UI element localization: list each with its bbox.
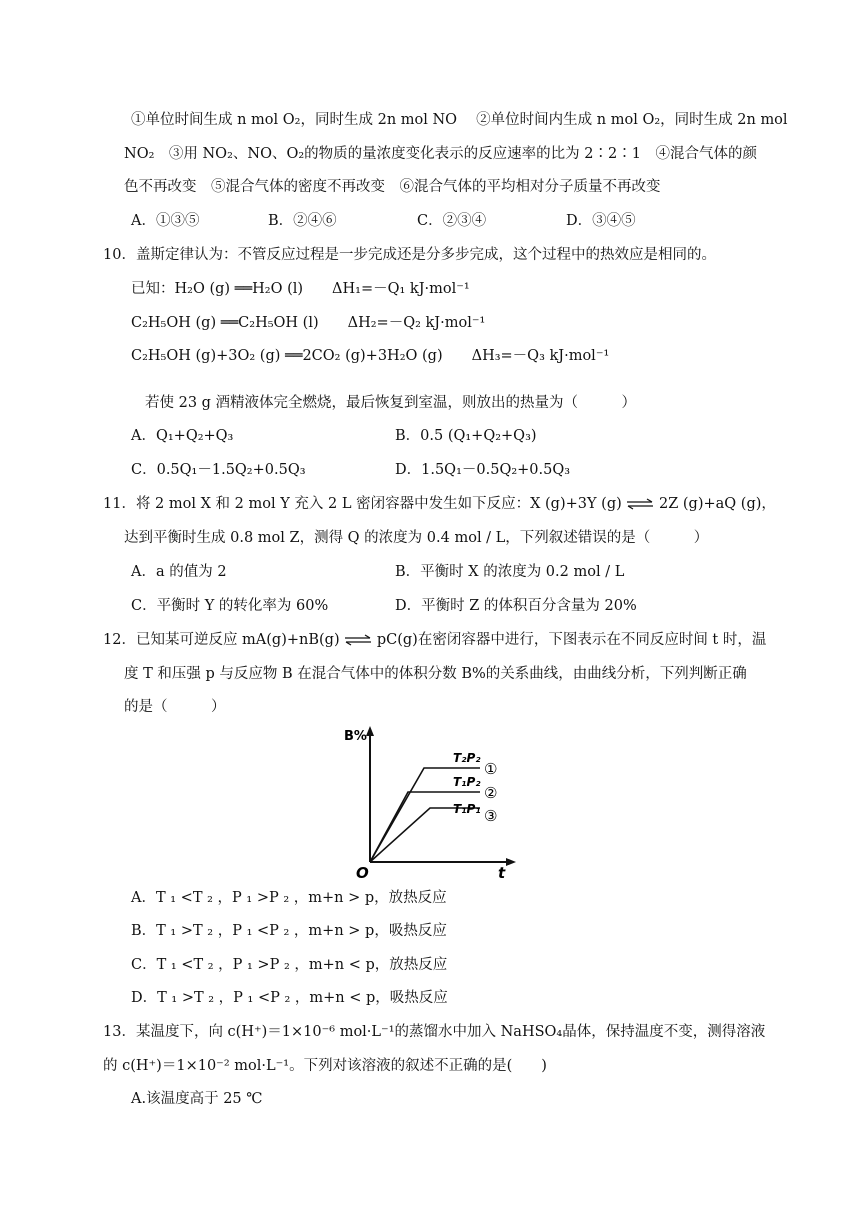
q10-option-c: C．0.5Q₁－1.5Q₂+0.5Q₃ xyxy=(131,462,306,478)
curve-marker-1: ① xyxy=(484,760,498,778)
equilibrium-arrow-icon xyxy=(344,634,372,646)
x-axis-arrow-icon xyxy=(506,858,516,866)
q10-known1: 已知：H₂O (g) ══H₂O (l) ΔH₁=－Q₁ kJ·mol⁻¹ xyxy=(131,281,470,297)
q9-option-d: D．③④⑤ xyxy=(566,213,636,229)
curve-t1p1 xyxy=(370,808,480,862)
q9-option-c: C．②③④ xyxy=(417,213,487,229)
b-percent-vs-time-graph xyxy=(332,722,522,882)
q10-option-d: D．1.5Q₁－0.5Q₂+0.5Q₃ xyxy=(395,462,571,478)
origin-label: O xyxy=(356,864,369,882)
q11-option-b: B．平衡时 X 的浓度为 0.2 mol / L xyxy=(395,564,625,580)
q9-line2: NO₂ ③用 NO₂、NO、O₂的物质的量浓度变化表示的反应速率的比为 2∶2∶1 ④混合气体的颜 xyxy=(124,146,757,162)
q11-stem xyxy=(103,494,776,514)
x-axis-label: t xyxy=(498,864,506,882)
curve-label-t1p1: T₁P₁ xyxy=(453,802,481,816)
curve-marker-3: ③ xyxy=(484,807,498,825)
q9-option-b: B．②④⑥ xyxy=(268,213,337,229)
curve-label-t2p2: T₂P₂ xyxy=(453,751,481,765)
q12-line3: 的是（ ） xyxy=(124,699,226,715)
q12-stem-right: pC(g)在密闭容器中进行，下图表示在不同反应时间 t 时，温 xyxy=(376,632,767,648)
q9-line1: ①单位时间生成 n mol O₂，同时生成 2n mol NO ②单位时间内生成 n mol O₂，同时生成 2n mol xyxy=(131,112,788,128)
q12-option-b: B．T ₁ >T ₂ ，P ₁ <P ₂ ，m+n > p，吸热反应 xyxy=(131,923,447,939)
q9-line3: 色不再改变 ⑤混合气体的密度不再改变 ⑥混合气体的平均相对分子质量不再改变 xyxy=(124,179,661,195)
curve-label-t1p2: T₁P₂ xyxy=(453,775,481,789)
q10-stem: 10．盖斯定律认为：不管反应过程是一步完成还是分多步完成，这个过程中的热效应是相同的。 xyxy=(103,247,716,263)
q12-option-c: C．T ₁ <T ₂ ，P ₁ >P ₂ ，m+n < p，放热反应 xyxy=(131,957,448,973)
y-axis-label: B% xyxy=(344,729,367,744)
q10-known2: C₂H₅OH (g) ══C₂H₅OH (l) ΔH₂=－Q₂ kJ·mol⁻¹ xyxy=(131,315,486,331)
q13-line1: 13．某温度下，向 c(H⁺)＝1×10⁻⁶ mol·L⁻¹的蒸馏水中加入 NaHSO₄晶体，保持温度不变，测得溶液 xyxy=(103,1024,766,1040)
q11-option-d: D．平衡时 Z 的体积百分含量为 20% xyxy=(395,598,637,614)
y-axis-arrow-icon xyxy=(366,726,374,736)
q12-stem-left: 12．已知某可逆反应 mA(g)+nB(g) xyxy=(103,632,340,648)
q13-option-a: A.该温度高于 25 ℃ xyxy=(131,1091,263,1107)
q10-question: 若使 23 g 酒精液体完全燃烧，最后恢复到室温，则放出的热量为（ ） xyxy=(145,395,637,411)
q10-option-a: A．Q₁+Q₂+Q₃ xyxy=(131,428,234,444)
q11-option-c: C．平衡时 Y 的转化率为 60% xyxy=(131,598,329,614)
q12-option-d: D．T ₁ >T ₂ ，P ₁ <P ₂ ，m+n < p，吸热反应 xyxy=(131,990,448,1006)
q12-stem xyxy=(103,630,766,650)
q11-stem-right: 2Z (g)+aQ (g)， xyxy=(658,496,776,512)
curve-marker-2: ② xyxy=(484,784,498,802)
q12-option-a: A．T ₁ <T ₂ ，P ₁ >P ₂ ，m+n > p，放热反应 xyxy=(131,890,447,906)
q11-option-a: A．a 的值为 2 xyxy=(131,564,227,580)
q11-line2: 达到平衡时生成 0.8 mol Z，测得 Q 的浓度为 0.4 mol / L，下列叙述错误的是（ ） xyxy=(124,530,709,546)
q12-line2: 度 T 和压强 p 与反应物 B 在混合气体中的体积分数 B%的关系曲线，由曲线分析，下列判断正确 xyxy=(124,666,747,682)
q9-option-a: A．①③⑤ xyxy=(131,213,200,229)
q13-line2: 的 c(H⁺)＝1×10⁻² mol·L⁻¹。下列对该溶液的叙述不正确的是( ) xyxy=(103,1058,547,1074)
equilibrium-arrow-icon xyxy=(626,498,654,510)
q10-option-b: B．0.5 (Q₁+Q₂+Q₃) xyxy=(395,428,537,444)
q11-stem-left: 11．将 2 mol X 和 2 mol Y 充入 2 L 密闭容器中发生如下反应：X (g)+3Y (g) xyxy=(103,496,622,512)
q10-known3: C₂H₅OH (g)+3O₂ (g) ══2CO₂ (g)+3H₂O (g) ΔH₃=－Q₃ kJ·mol⁻¹ xyxy=(131,348,610,364)
